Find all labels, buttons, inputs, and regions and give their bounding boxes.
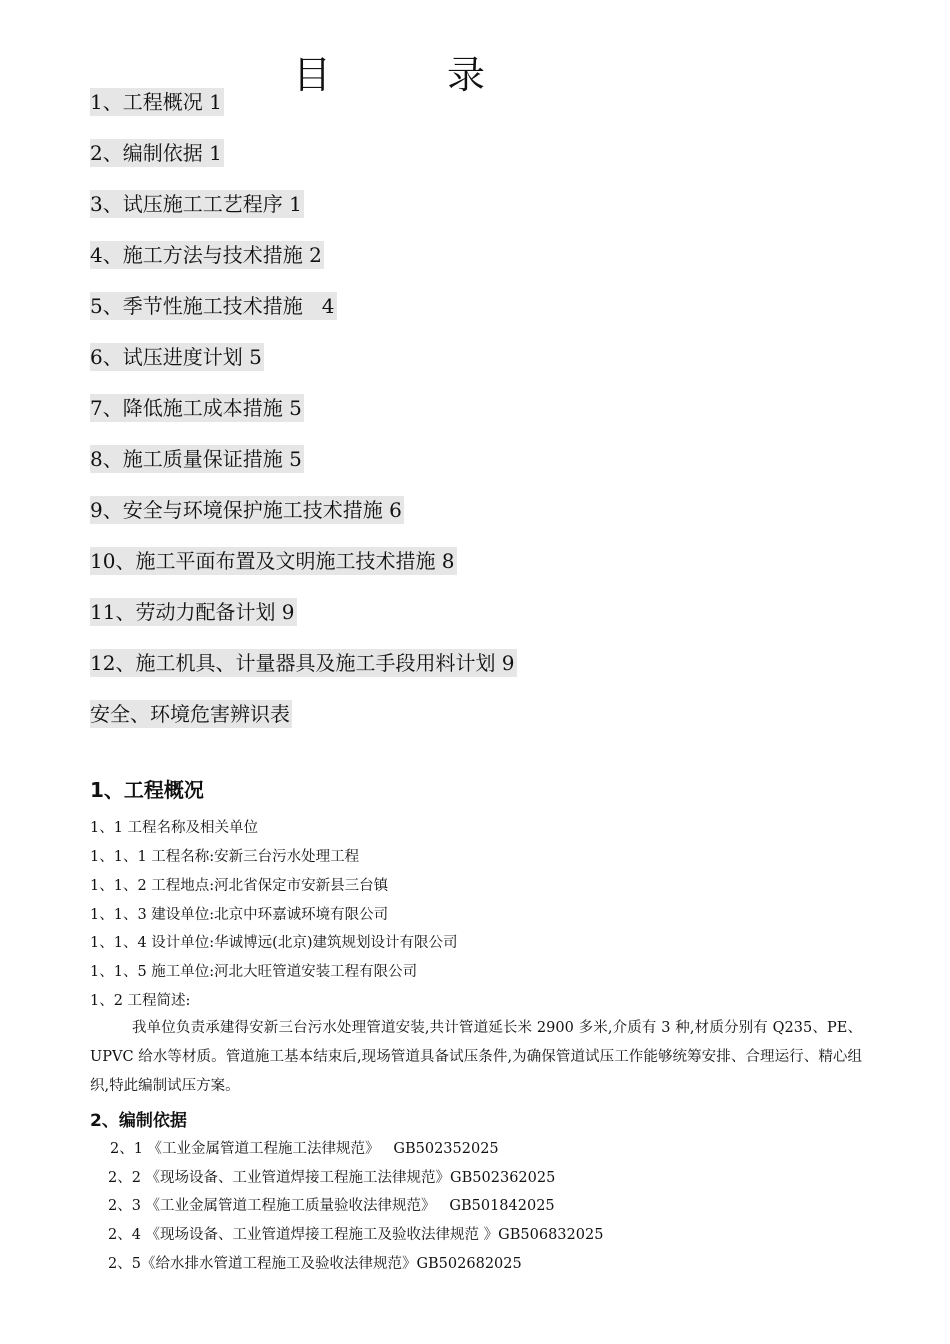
toc-item[interactable] — [90, 547, 517, 598]
toc-item[interactable] — [90, 700, 517, 751]
toc-item[interactable] — [90, 598, 517, 649]
section-1-line: 1、1 工程名称及相关单位 — [90, 820, 259, 836]
toc-item[interactable] — [90, 496, 517, 547]
reference-item: 2、4 《现场设备、工业管道焊接工程施工及验收法律规范 》GB506832025 — [108, 1227, 604, 1243]
toc-item[interactable] — [90, 394, 517, 445]
toc-item-label: 12、施工机具、计量器具及施工手段用料计划 9 — [90, 651, 515, 675]
toc-item-label: 1、工程概况 1 — [90, 90, 222, 114]
reference-item: 2、2 《现场设备、工业管道焊接工程施工法律规范》GB502362025 — [108, 1170, 556, 1186]
toc-item[interactable] — [90, 292, 517, 343]
reference-item: 2、1 《工业金属管道工程施工法律规范》 GB502352025 — [110, 1141, 499, 1157]
toc-item[interactable] — [90, 190, 517, 241]
section-1-line: 1、1、3 建设单位:北京中环嘉诚环境有限公司 — [90, 907, 389, 923]
toc-item-label: 6、试压进度计划 5 — [90, 345, 262, 369]
toc-item-label: 7、降低施工成本措施 5 — [90, 396, 302, 420]
toc-item-label: 9、安全与环境保护施工技术措施 6 — [90, 498, 402, 522]
reference-item: 2、3 《工业金属管道工程施工质量验收法律规范》 GB501842025 — [108, 1198, 555, 1214]
toc-item-label: 5、季节性施工技术措施 4 — [90, 294, 335, 318]
toc-item-label: 8、施工质量保证措施 5 — [90, 447, 302, 471]
toc-item-label: 安全、环境危害辨识表 — [90, 702, 290, 726]
section-1-line: 1、1、2 工程地点:河北省保定市安新县三台镇 — [90, 878, 389, 894]
toc-item[interactable] — [90, 241, 517, 292]
toc-title: 目 录 — [292, 53, 538, 97]
section-2-heading: 2、编制依据 — [90, 1111, 187, 1131]
reference-item: 2、5《给水排水管道工程施工及验收法律规范》GB502682025 — [108, 1256, 522, 1272]
toc-item-label: 11、劳动力配备计划 9 — [90, 600, 295, 624]
project-description-paragraph: 我单位负责承建得安新三台污水处理管道安装,共计管道延长米 2900 多米,介质有 3 种,材质分别有 Q235、PE、UPVC 给水等材质。管道施工基本结束后,现场管道具备试压条件,为确保管道试压工作能够统筹安排、合理运行、精心组织,特此编制试压方案。 — [90, 1020, 862, 1094]
section-1-heading: 1、工程概况 — [90, 778, 204, 802]
toc-item[interactable] — [90, 139, 517, 190]
section-1-line: 1、1、1 工程名称:安新三台污水处理工程 — [90, 849, 360, 865]
section-1-line: 1、1、4 设计单位:华诚博远(北京)建筑规划设计有限公司 — [90, 935, 458, 951]
section-1-line: 1、1、5 施工单位:河北大旺管道安装工程有限公司 — [90, 964, 418, 980]
toc-item[interactable] — [90, 649, 517, 700]
toc-item-label: 4、施工方法与技术措施 2 — [90, 243, 322, 267]
table-of-contents — [90, 88, 517, 751]
toc-item[interactable] — [90, 88, 517, 139]
toc-item[interactable] — [90, 445, 517, 496]
section-1-line: 1、2 工程简述: — [90, 993, 191, 1009]
toc-item-label: 10、施工平面布置及文明施工技术措施 8 — [90, 549, 455, 573]
toc-item[interactable] — [90, 343, 517, 394]
toc-item-label: 3、试压施工工艺程序 1 — [90, 192, 302, 216]
toc-item-label: 2、编制依据 1 — [90, 141, 222, 165]
